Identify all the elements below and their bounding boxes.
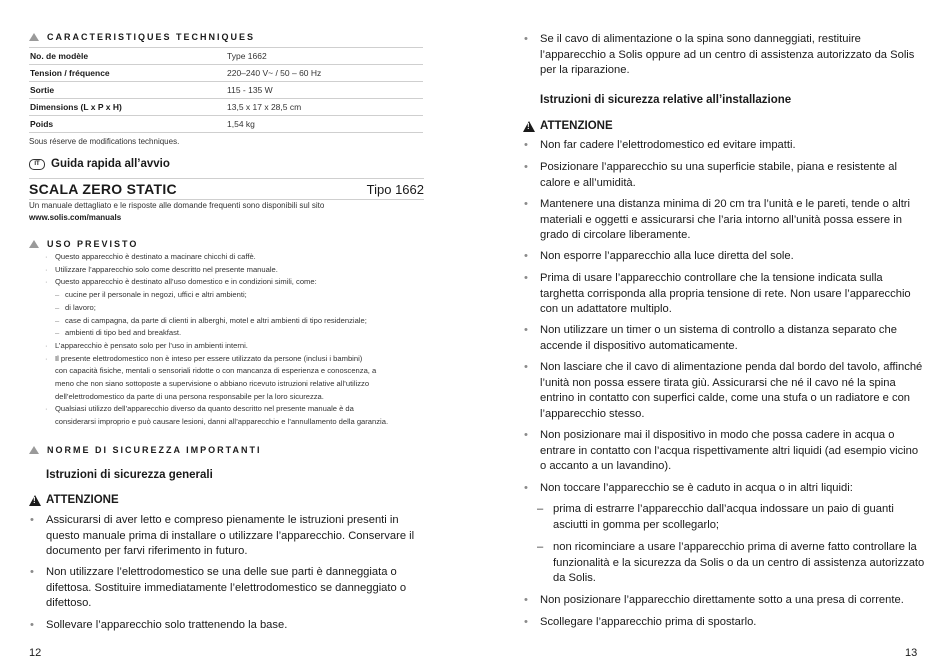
spec-key: Sortie <box>29 82 226 99</box>
list-item: · Questo apparecchio è destinato a macinare chicchi di caffè. <box>45 251 430 264</box>
table-row <box>29 65 423 82</box>
product-title-row <box>29 178 424 200</box>
list-item: • Non utilizzare un timer o un sistema di controllo a distanza separato che accende il dispositivo automaticamente. <box>524 324 897 352</box>
list-item: • Non toccare l’apparecchio se è caduto in acqua o in altri liquidi: <box>524 482 853 494</box>
bullet-text: Prima di usare l’apparecchio controllare che la tensione indicata sulla targhetta corrisponda alla propria tensione di rete. Non usare l’apparecchio con un adattatore multiplo. <box>540 272 911 315</box>
quick-guide-label: Guida rapida all’avvio <box>51 158 170 170</box>
bullet-text: Non esporre l’apparecchio alla luce diretta del sole. <box>540 250 794 262</box>
warning-icon <box>29 495 41 506</box>
bullet-text: Non posizionare mai il dispositivo in modo che possa cadere in acqua o entrare in contatto con l’acqua rispettivamente altri liquidi (ad esempio vicino o accanto a un lavandino). <box>540 429 919 472</box>
warning-icon <box>523 121 535 132</box>
table-row <box>29 116 423 133</box>
bullet-text: Posizionare l’apparecchio su una superficie stabile, piana e resistente al calore e all’umidità. <box>540 161 897 189</box>
list-item: – cucine per il personale in negozi, uffici e altri ambienti; <box>45 289 430 302</box>
spec-value: 13,5 x 17 x 28,5 cm <box>226 99 423 116</box>
spec-key: Dimensions (L x P x H) <box>29 99 226 116</box>
product-type: Tipo 1662 <box>366 181 424 197</box>
dash-item: – prima di estrarre l’apparecchio dall’acqua indossare un paio di guanti asciutti in gomma per scollegarlo; <box>537 503 894 531</box>
bullet-text: Non utilizzare un timer o un sistema di controllo a distanza separato che accende il dispositivo automaticamente. <box>540 324 897 352</box>
list-item: • Posizionare l’apparecchio su una superficie stabile, piana e resistente al calore e all’umidità. <box>524 161 897 189</box>
dash-item: – non ricominciare a usare l’apparecchio prima di averne fatto controllare la funzionalità e la sicurezza da Solis o da un centro di assistenza autorizzato da Solis. <box>537 541 925 584</box>
list-item: – di lavoro; <box>45 302 430 315</box>
uso-section-header <box>29 239 138 249</box>
bullet-text: Sollevare l’apparecchio solo trattenendo la base. <box>46 619 288 631</box>
list-item: • Scollegare l’apparecchio prima di spostarlo. <box>524 616 757 628</box>
list-item: · L’apparecchio è pensato solo per l’uso in ambienti interni. <box>45 340 430 353</box>
list-item: • Sollevare l’apparecchio solo trattenendo la base. <box>30 619 288 631</box>
list-item: • Non posizionare mai il dispositivo in modo che possa cadere in acqua o entrare in contatto con l’acqua rispettivamente altri liquidi (ad esempio vicino o accanto a un lavandino). <box>524 429 919 472</box>
list-item: con capacità fisiche, mentali o sensoriali ridotte o con mancanza di esperienza e conoscenza, a <box>55 366 377 376</box>
general-safety-heading: Istruzioni di sicurezza generali <box>46 469 213 481</box>
warning-label <box>523 120 613 132</box>
page-number: 12 <box>29 647 42 659</box>
list-item: · Qualsiasi utilizzo dell’apparecchio diverso da quanto descritto nel presente manuale è da <box>45 403 430 416</box>
spec-key: Poids <box>29 116 226 133</box>
bullet-text: Mantenere una distanza minima di 20 cm tra l’unità e le pareti, tende o altri materiali e oggetti e assicurarsi che l’aria intorno all’unità possa essere in grado di circolare liberamente. <box>540 198 911 241</box>
language-flag-icon: IT <box>29 159 45 170</box>
list-item: • Mantenere una distanza minima di 20 cm tra l’unità e le pareti, tende o altri materiali e oggetti e assicurarsi che l’aria intorno all’unità possa essere in grado di circolare liberamente. <box>524 198 911 241</box>
warning-label <box>29 494 119 506</box>
list-item: · Utilizzare l’apparecchio solo come descritto nel presente manuale. <box>45 264 430 277</box>
list-item: • Se il cavo di alimentazione o la spina sono danneggiati, restituire l’apparecchio a Solis oppure ad un centro di assistenza autorizzato da Solis per la riparazione. <box>524 33 915 76</box>
norme-section-header <box>29 445 262 455</box>
triangle-icon <box>29 446 39 454</box>
right-page <box>475 0 950 660</box>
list-item: • Non utilizzare l’elettrodomestico se una delle sue parti è danneggiata o difettosa. Sostituire immediatamente l’elettrodomestico se danneggiato o difettoso. <box>30 566 407 609</box>
bullet-text: Se il cavo di alimentazione o la spina sono danneggiati, restituire l’apparecchio a Solis oppure ad un centro di assistenza autorizzato da Solis per la riparazione. <box>540 33 915 76</box>
spec-table <box>29 47 423 133</box>
bullet-text: Scollegare l’apparecchio prima di spostarlo. <box>540 616 757 628</box>
list-item: – ambienti di tipo bed and breakfast. <box>45 327 430 340</box>
spec-section-header <box>29 32 255 42</box>
bullet-text: Non far cadere l’elettrodomestico ed evitare impatti. <box>540 139 796 151</box>
table-row <box>29 99 423 116</box>
spec-value: 115 - 135 W <box>226 82 423 99</box>
quick-guide-heading <box>29 158 170 170</box>
manual-info: Un manuale dettagliato e le risposte alle domande frequenti sono disponibili sul sito <box>29 201 325 210</box>
list-item: considerarsi improprio e può causare lesioni, danni all’apparecchio e l’annullamento della garanzia. <box>55 417 389 427</box>
list-item: • Non lasciare che il cavo di alimentazione penda dal bordo del tavolo, affinché l’unità non possa essere tirata giù. Assicurarsi che né il cavo né la spina entrino in contatto con superfici calde, come una stufa o un radiatore e con l’apparecchio stesso. <box>524 361 923 420</box>
spec-key: Tension / fréquence <box>29 65 226 82</box>
list-item: · Il presente elettrodomestico non è inteso per essere utilizzato da persone (inclusi i bambini) <box>45 353 430 366</box>
manual-url-link[interactable]: www.solis.com/manuals <box>29 213 122 222</box>
bullet-text: Assicurarsi di aver letto e compreso pienamente le istruzioni presenti in questo manuale prima di installare o utilizzare l’apparecchio. Conservare il documento per farvi riferimento in futuro. <box>46 514 415 557</box>
spec-note: Sous réserve de modifications techniques. <box>29 137 180 146</box>
triangle-icon <box>29 240 39 248</box>
spec-heading: CARACTERISTIQUES TECHNIQUES <box>47 32 256 42</box>
bullet-text: Non posizionare l’apparecchio direttamente sotto a una presa di corrente. <box>540 594 904 606</box>
bullet-text: Non lasciare che il cavo di alimentazione penda dal bordo del tavolo, affinché l’unità non possa essere tirata giù. Assicurarsi che né il cavo né la spina entrino in contatto con superfici calde, come una stufa o un radiatore e con l’apparecchio stesso. <box>540 361 923 420</box>
product-name: SCALA ZERO STATIC <box>29 181 177 197</box>
bullet-text: Non toccare l’apparecchio se è caduto in acqua o in altri liquidi: <box>540 482 853 494</box>
table-row <box>29 82 423 99</box>
norme-heading: NORME DI SICUREZZA IMPORTANTI <box>47 445 262 455</box>
spec-value: 220–240 V~ / 50 – 60 Hz <box>226 65 423 82</box>
uso-list <box>45 251 430 429</box>
page-number: 13 <box>905 647 918 659</box>
list-item: • Assicurarsi di aver letto e compreso pienamente le istruzioni presenti in questo manuale prima di installare o utilizzare l’apparecchio. Conservare il documento per farvi riferimento in futuro. <box>30 514 415 557</box>
list-item: meno che non siano sottoposte a supervisione o abbiano ricevuto istruzioni relative all’utilizzo <box>55 379 370 389</box>
list-item: • Non posizionare l’apparecchio direttamente sotto a una presa di corrente. <box>524 594 904 606</box>
dash-text: non ricominciare a usare l’apparecchio prima di averne fatto controllare la funzionalità e la sicurezza da Solis o da un centro di assistenza autorizzato da Solis. <box>553 541 925 584</box>
list-item: – case di campagna, da parte di clienti in alberghi, motel e altri ambienti di tipo residenziale; <box>45 315 430 328</box>
triangle-icon <box>29 33 39 41</box>
list-item: • Non esporre l’apparecchio alla luce diretta del sole. <box>524 250 794 262</box>
bullet-text: Non utilizzare l’elettrodomestico se una delle sue parti è danneggiata o difettosa. Sostituire immediatamente l’elettrodomestico se danneggiato o difettoso. <box>46 566 407 609</box>
warning-text: ATTENZIONE <box>540 120 613 132</box>
spec-key: No. de modèle <box>29 48 226 65</box>
list-item: • Prima di usare l’apparecchio controllare che la tensione indicata sulla targhetta corrisponda alla propria tensione di rete. Non usare l’apparecchio con un adattatore multiplo. <box>524 272 911 315</box>
list-item: · Questo apparecchio è destinato all’uso domestico e in condizioni simili, come: <box>45 276 430 289</box>
dash-text: prima di estrarre l’apparecchio dall’acqua indossare un paio di guanti asciutti in gomma per scollegarlo; <box>553 503 894 531</box>
spec-value: 1,54 kg <box>226 116 423 133</box>
list-item: dell’elettrodomestico da parte di una persona responsabile per la loro sicurezza. <box>55 391 324 401</box>
list-item: • Non far cadere l’elettrodomestico ed evitare impatti. <box>524 139 796 151</box>
spec-value: Type 1662 <box>226 48 423 65</box>
install-safety-heading: Istruzioni di sicurezza relative all’installazione <box>540 94 792 106</box>
table-row <box>29 48 423 65</box>
warning-text: ATTENZIONE <box>46 494 119 506</box>
uso-heading: USO PREVISTO <box>47 239 139 249</box>
